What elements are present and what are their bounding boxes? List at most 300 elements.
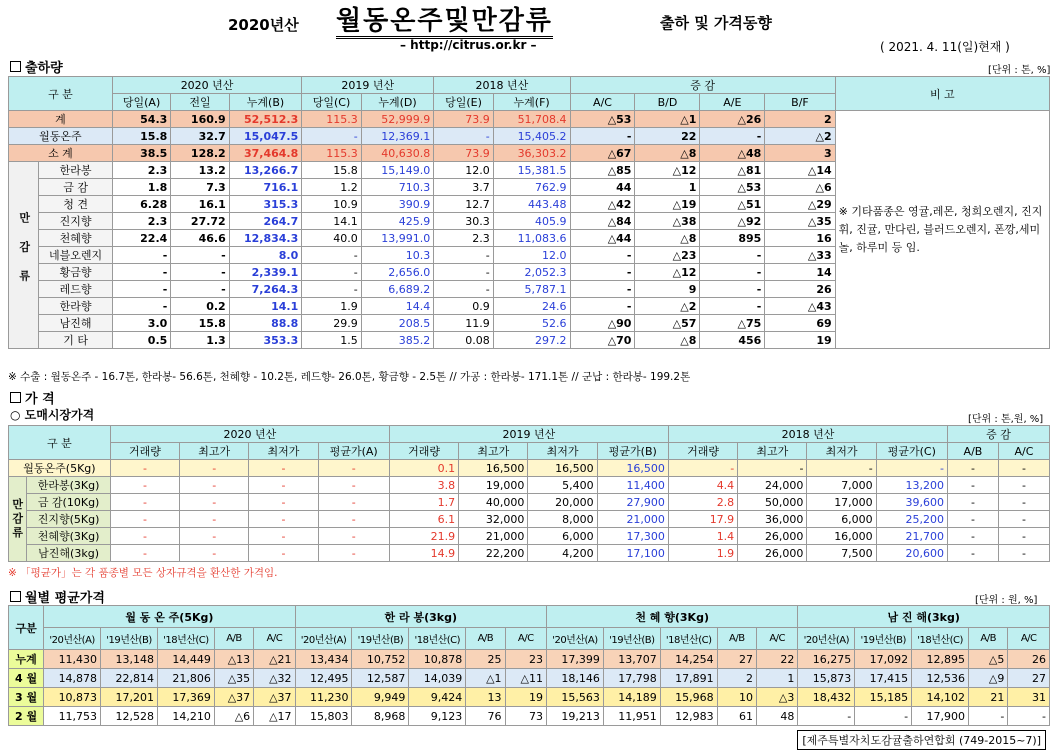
cell: 22,200	[459, 545, 528, 562]
cell: -	[947, 460, 998, 477]
cell: △75	[700, 315, 765, 332]
cell: △51	[700, 196, 765, 213]
cell: 14.4	[361, 298, 433, 315]
cell: -	[171, 264, 229, 281]
cell: 3.7	[434, 179, 494, 196]
cell: 평균가(A)	[318, 443, 389, 460]
cell: 최고가	[738, 443, 807, 460]
cell: 1.8	[112, 179, 170, 196]
price-note: ※ 「평균가」는 각 품종별 모든 상자규격을 환산한 가격임.	[8, 567, 278, 579]
cell: 2018 년산	[668, 426, 947, 443]
cell: 26	[765, 281, 835, 298]
cell: 3.0	[112, 315, 170, 332]
cell: △8	[635, 332, 700, 349]
cell: -	[318, 528, 389, 545]
cell: 12.0	[493, 247, 570, 264]
cell: 16,000	[807, 528, 876, 545]
cell: -	[171, 247, 229, 264]
title-sub: 출하 및 가격동향	[660, 14, 772, 32]
cell: 2.3	[434, 230, 494, 247]
cell: 13,266.7	[229, 162, 302, 179]
cell: 17.9	[668, 511, 737, 528]
cell: 0.1	[389, 460, 458, 477]
cell: 52,512.3	[229, 111, 302, 128]
monthly-unit: [단위 : 원, %]	[975, 595, 1038, 606]
cell: -	[318, 460, 389, 477]
cell: 10,878	[409, 650, 466, 669]
cell: 13	[466, 688, 505, 707]
cell: 38.5	[112, 145, 170, 162]
cell: 27,900	[597, 494, 668, 511]
cell: 44	[570, 179, 635, 196]
title-year: 2020년산	[228, 16, 299, 34]
cell: 7.3	[171, 179, 229, 196]
cell: 0.2	[171, 298, 229, 315]
cell: -	[180, 545, 249, 562]
cell: 36,000	[738, 511, 807, 528]
cell: -	[947, 528, 998, 545]
cell: -	[969, 707, 1008, 726]
cell: 월동온주(5Kg)	[9, 460, 111, 477]
table-row	[9, 494, 1050, 511]
cell: 16	[765, 230, 835, 247]
cell: 만감류	[9, 477, 27, 562]
cell: 12,536	[912, 669, 969, 688]
cell: 비 고	[835, 77, 1049, 111]
cell: -	[110, 545, 179, 562]
cell: 2019 년산	[389, 426, 668, 443]
cell: -	[434, 264, 494, 281]
cell: 12,369.1	[361, 128, 433, 145]
cell: 26	[1008, 650, 1050, 669]
cell: 21,700	[876, 528, 947, 545]
cell: △1	[635, 111, 700, 128]
cell: 27.72	[171, 213, 229, 230]
cell: 17,201	[101, 688, 158, 707]
cell: A/B	[969, 628, 1008, 650]
cell: -	[998, 494, 1049, 511]
footer-org: [제주특별자치도감귤출하연합회 (749-2015~7)]	[797, 730, 1046, 750]
table-row	[9, 688, 1050, 707]
cell: △9	[969, 669, 1008, 688]
cell: 최고가	[180, 443, 249, 460]
cell: -	[180, 477, 249, 494]
cell: 0.5	[112, 332, 170, 349]
cell: 누계(B)	[229, 94, 302, 111]
checkbox-icon	[10, 61, 21, 72]
cell: -	[998, 511, 1049, 528]
cell: A/C	[756, 628, 797, 650]
cell: 128.2	[171, 145, 229, 162]
cell: △23	[635, 247, 700, 264]
cell: -	[570, 247, 635, 264]
cell: 천혜향(3Kg)	[27, 528, 111, 545]
cell: -	[112, 247, 170, 264]
cell: △26	[700, 111, 765, 128]
cell: 12,495	[295, 669, 352, 688]
cell: △53	[570, 111, 635, 128]
cell: 17,891	[660, 669, 717, 688]
cell: 61	[717, 707, 756, 726]
cell: -	[249, 460, 318, 477]
cell: 6,689.2	[361, 281, 433, 298]
cell: 2,052.3	[493, 264, 570, 281]
cell: 2 월	[9, 707, 44, 726]
cell: △14	[765, 162, 835, 179]
cell: 25,200	[876, 511, 947, 528]
cell: 12,983	[660, 707, 717, 726]
cell: 19,213	[546, 707, 603, 726]
cell: 73	[505, 707, 546, 726]
cell: 5,400	[528, 477, 597, 494]
cell: 1.3	[171, 332, 229, 349]
cell: 0.9	[434, 298, 494, 315]
cell: 진지향(5Kg)	[27, 511, 111, 528]
cell: B/F	[765, 94, 835, 111]
cell: 14.9	[389, 545, 458, 562]
cell: 13,148	[101, 650, 158, 669]
cell: △6	[765, 179, 835, 196]
cell: -	[110, 511, 179, 528]
section-shipment: 출하량	[10, 57, 63, 76]
cell: 15,149.0	[361, 162, 433, 179]
cell: 54.3	[112, 111, 170, 128]
cell: 당일(C)	[302, 94, 362, 111]
cell: 4,200	[528, 545, 597, 562]
cell: 22	[635, 128, 700, 145]
cell: -	[249, 528, 318, 545]
cell: 11,230	[295, 688, 352, 707]
table-row	[9, 628, 1050, 650]
cell: 8.0	[229, 247, 302, 264]
cell: 17,798	[603, 669, 660, 688]
cell: 2,656.0	[361, 264, 433, 281]
cell: △42	[570, 196, 635, 213]
cell: 15,185	[855, 688, 912, 707]
cell: 3	[765, 145, 835, 162]
cell: △37	[254, 688, 295, 707]
cell: 425.9	[361, 213, 433, 230]
cell: -	[302, 247, 362, 264]
cell: 17,900	[912, 707, 969, 726]
cell: 6,000	[807, 511, 876, 528]
cell: 1.5	[302, 332, 362, 349]
cell: -	[998, 528, 1049, 545]
cell: -	[947, 494, 998, 511]
table-row	[9, 669, 1050, 688]
cell: △3	[756, 688, 797, 707]
cell: 월 동 온 주(5Kg)	[44, 606, 295, 628]
cell: 1.9	[302, 298, 362, 315]
cell: 천 혜 향(3Kg)	[546, 606, 797, 628]
cell: -	[302, 264, 362, 281]
cell: 19	[765, 332, 835, 349]
cell: -	[700, 281, 765, 298]
cell: 9,949	[352, 688, 409, 707]
cell: 9,123	[409, 707, 466, 726]
cell: 12,587	[352, 669, 409, 688]
cell: 1.2	[302, 179, 362, 196]
cell: 17,092	[855, 650, 912, 669]
cell: 12,834.3	[229, 230, 302, 247]
cell: 40,630.8	[361, 145, 433, 162]
table-row	[9, 545, 1050, 562]
cell: 46.6	[171, 230, 229, 247]
cell: 계	[9, 111, 113, 128]
report-date: ( 2021. 4. 11(일)현재 )	[880, 40, 1010, 54]
cell: 52.6	[493, 315, 570, 332]
cell: 금 감	[39, 179, 113, 196]
cell: -	[434, 247, 494, 264]
cell: △81	[700, 162, 765, 179]
cell: '19년산(B)	[855, 628, 912, 650]
cell: 증 감	[947, 426, 1049, 443]
cell: -	[570, 128, 635, 145]
cell: 한 라 봉(3kg)	[295, 606, 546, 628]
cell: 11,430	[44, 650, 101, 669]
cell: 30.3	[434, 213, 494, 230]
cell: 15,968	[660, 688, 717, 707]
cell: 거래량	[389, 443, 458, 460]
cell: -	[180, 460, 249, 477]
cell: △70	[570, 332, 635, 349]
cell: A/B	[947, 443, 998, 460]
cell: 14,254	[660, 650, 717, 669]
cell: 16,500	[528, 460, 597, 477]
cell: 1	[635, 179, 700, 196]
cell: -	[171, 281, 229, 298]
cell: -	[318, 494, 389, 511]
cell: -	[700, 128, 765, 145]
cell: 최고가	[459, 443, 528, 460]
cell: 1.9	[668, 545, 737, 562]
cell: 15,803	[295, 707, 352, 726]
cell: △43	[765, 298, 835, 315]
cell: -	[318, 477, 389, 494]
cell: △6	[214, 707, 253, 726]
cell: 4 월	[9, 669, 44, 688]
cell: 구 분	[9, 77, 113, 111]
cell: 17,415	[855, 669, 912, 688]
cell: 4.4	[668, 477, 737, 494]
table-row	[9, 707, 1050, 726]
table-row	[9, 443, 1050, 460]
cell: 한라향	[39, 298, 113, 315]
cell: 15,405.2	[493, 128, 570, 145]
cell: -	[947, 477, 998, 494]
cell: 천혜향	[39, 230, 113, 247]
cell: 진지향	[39, 213, 113, 230]
cell: A/B	[214, 628, 253, 650]
table-row	[9, 460, 1050, 477]
cell: 1	[756, 669, 797, 688]
cell: -	[110, 477, 179, 494]
cell: 16,500	[597, 460, 668, 477]
cell: 14	[765, 264, 835, 281]
cell: 208.5	[361, 315, 433, 332]
cell: -	[570, 281, 635, 298]
cell: 10	[717, 688, 756, 707]
cell: -	[180, 528, 249, 545]
cell: 구분	[9, 606, 44, 650]
cell: 15.8	[112, 128, 170, 145]
cell: '20년산(A)	[798, 628, 855, 650]
cell: 14.1	[229, 298, 302, 315]
cell: 315.3	[229, 196, 302, 213]
site-url[interactable]: – http://citrus.or.kr –	[400, 38, 537, 52]
cell: △92	[700, 213, 765, 230]
cell: 36,303.2	[493, 145, 570, 162]
cell: 평균가(B)	[597, 443, 668, 460]
cell: 남 진 해(3kg)	[798, 606, 1050, 628]
cell: -	[668, 460, 737, 477]
cell: 10,873	[44, 688, 101, 707]
cell: 11,400	[597, 477, 668, 494]
cell: △5	[969, 650, 1008, 669]
cell: 한라봉(3Kg)	[27, 477, 111, 494]
cell: 27	[717, 650, 756, 669]
cell: -	[434, 281, 494, 298]
cell: △57	[635, 315, 700, 332]
cell: 2,339.1	[229, 264, 302, 281]
cell: 17,369	[157, 688, 214, 707]
table-row	[9, 606, 1050, 628]
cell: 11.9	[434, 315, 494, 332]
cell: -	[947, 545, 998, 562]
cell: 14,039	[409, 669, 466, 688]
monthly-table	[8, 605, 1050, 726]
cell: 716.1	[229, 179, 302, 196]
cell: 15,047.5	[229, 128, 302, 145]
shipment-note: ※ 수출 : 월동온주 - 16.7톤, 한라봉- 56.6톤, 천혜향 - 10.2톤, 레드향- 26.0톤, 황금향 - 2.5톤 // 가공 : 한라봉- 171.1톤 // 군납 : 한라봉- 199.2톤	[8, 371, 691, 383]
cell: 누계(F)	[493, 94, 570, 111]
cell: 15,873	[798, 669, 855, 688]
cell: △1	[466, 669, 505, 688]
cell: 37,464.8	[229, 145, 302, 162]
cell: 8,968	[352, 707, 409, 726]
cell: 12.0	[434, 162, 494, 179]
cell: △37	[214, 688, 253, 707]
cell: 11,951	[603, 707, 660, 726]
cell: △19	[635, 196, 700, 213]
cell: 2020 년산	[112, 77, 301, 94]
cell: 25	[466, 650, 505, 669]
title-main: 월동온주및만감류	[336, 6, 553, 39]
cell: △11	[505, 669, 546, 688]
cell: 월동온주	[9, 128, 113, 145]
cell: -	[570, 264, 635, 281]
cell: 6.28	[112, 196, 170, 213]
cell: 160.9	[171, 111, 229, 128]
cell: -	[180, 494, 249, 511]
cell: 21	[969, 688, 1008, 707]
cell: B/D	[635, 94, 700, 111]
cell: A/B	[717, 628, 756, 650]
cell: -	[700, 298, 765, 315]
cell: 최저가	[528, 443, 597, 460]
cell: 29.9	[302, 315, 362, 332]
cell: -	[302, 281, 362, 298]
cell: 115.3	[302, 145, 362, 162]
cell: 88.8	[229, 315, 302, 332]
cell: -	[249, 511, 318, 528]
price-unit: [단위 : 톤,원, %]	[968, 414, 1044, 425]
cell: 18,432	[798, 688, 855, 707]
table-row	[9, 77, 1050, 94]
cell: △53	[700, 179, 765, 196]
cell: 12,895	[912, 650, 969, 669]
cell: 남진해(3kg)	[27, 545, 111, 562]
cell: 전일	[171, 94, 229, 111]
cell: △48	[700, 145, 765, 162]
cell: △44	[570, 230, 635, 247]
wholesale-table	[8, 425, 1050, 562]
cell: △12	[635, 264, 700, 281]
section-price: 가 격	[10, 388, 55, 407]
cell: 만감류	[9, 162, 39, 349]
cell: 17,399	[546, 650, 603, 669]
cell: 14,102	[912, 688, 969, 707]
cell: -	[738, 460, 807, 477]
cell: 24,000	[738, 477, 807, 494]
cell: 710.3	[361, 179, 433, 196]
checkbox-icon	[10, 591, 21, 602]
cell: '20년산(A)	[546, 628, 603, 650]
cell: 51,708.4	[493, 111, 570, 128]
cell: -	[855, 707, 912, 726]
cell: 누계(D)	[361, 94, 433, 111]
cell: 15,381.5	[493, 162, 570, 179]
cell: 레드향	[39, 281, 113, 298]
cell: 19	[505, 688, 546, 707]
cell: 7,500	[807, 545, 876, 562]
cell: 네블오렌지	[39, 247, 113, 264]
cell: 21,000	[459, 528, 528, 545]
cell: 15.8	[171, 315, 229, 332]
cell: 1.4	[668, 528, 737, 545]
cell: 14,449	[157, 650, 214, 669]
table-row	[9, 528, 1050, 545]
cell: -	[249, 545, 318, 562]
cell: 구 분	[9, 426, 111, 460]
cell: -	[998, 460, 1049, 477]
cell: '18년산(C)	[409, 628, 466, 650]
cell: 48	[756, 707, 797, 726]
cell: 14,210	[157, 707, 214, 726]
table-row	[9, 426, 1050, 443]
cell: 18,146	[546, 669, 603, 688]
table-row	[9, 511, 1050, 528]
cell: 16.1	[171, 196, 229, 213]
cell: △8	[635, 145, 700, 162]
cell: △32	[254, 669, 295, 688]
cell: 26,000	[738, 528, 807, 545]
cell: 895	[700, 230, 765, 247]
cell: 21,806	[157, 669, 214, 688]
cell: 405.9	[493, 213, 570, 230]
cell: 21.9	[389, 528, 458, 545]
cell: 69	[765, 315, 835, 332]
cell: '19년산(B)	[352, 628, 409, 650]
cell: -	[318, 545, 389, 562]
cell: 39,600	[876, 494, 947, 511]
cell: '18년산(C)	[157, 628, 214, 650]
cell: △2	[765, 128, 835, 145]
cell: 762.9	[493, 179, 570, 196]
cell: 385.2	[361, 332, 433, 349]
cell: 20,600	[876, 545, 947, 562]
cell: -	[807, 460, 876, 477]
